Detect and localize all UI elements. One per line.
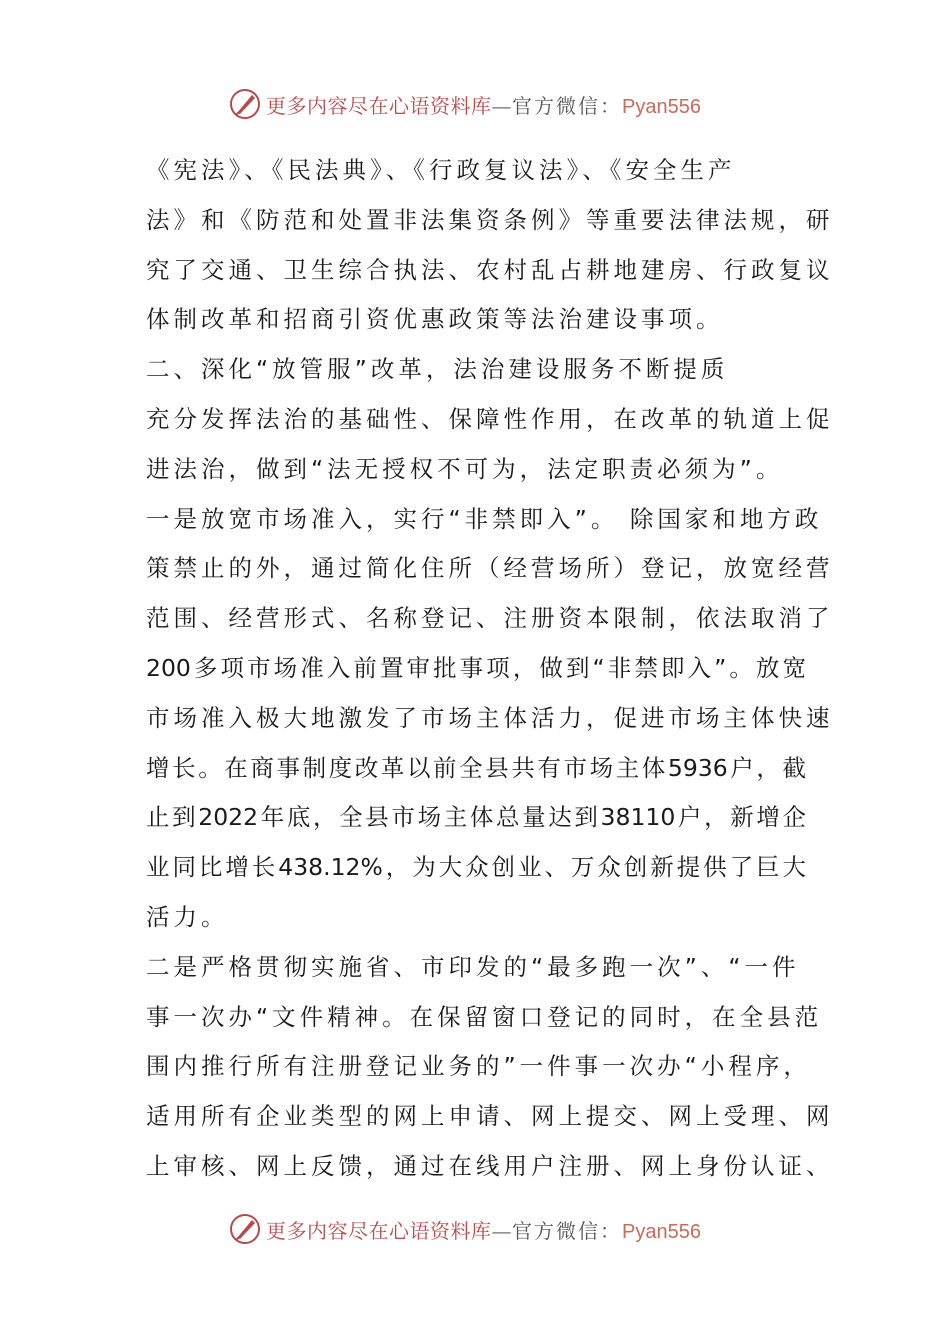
header-banner xyxy=(228,84,728,124)
quill-logo-icon xyxy=(228,87,262,121)
footer-banner xyxy=(228,1209,728,1249)
text-line: 法》和《防范和处置非法集资条例》等重要法律法规，研 xyxy=(146,205,834,234)
text-line: 策禁止的外，通过简化住所（经营场所）登记，放宽经营 xyxy=(146,554,834,583)
text-line: 一是放宽市场准入，实行“非禁即入”。 除国家和地方政 xyxy=(146,504,823,533)
text-line: 增长。在商事制度改革以前全县共有市场主体5936户，截 xyxy=(146,753,806,782)
text-line: 《宪法》、《民法典》、《行政复议法》、《安全生产 xyxy=(146,156,736,184)
text-line: 究了交通、卫生综合执法、农村乱占耕地建房、行政复议 xyxy=(146,255,834,284)
text-line: 业同比增长438.12%，为大众创业、万众创新提供了巨大 xyxy=(146,853,806,882)
text-line: 进法治，做到“法无授权不可为，法定职责必须为”。 xyxy=(146,454,784,483)
header-wechat-id: Pyan556 xyxy=(622,95,701,118)
text-line: 事一次办“文件精神。在保留窗口登记的同时，在全县范 xyxy=(146,1002,823,1031)
text-line: 止到2022年底，全县市场主体总量达到38110户，新增企 xyxy=(146,803,806,832)
header-text xyxy=(266,90,701,119)
text-line: 体制改革和招商引资优惠政策等法治建设事项。 xyxy=(146,305,724,334)
footer-dash: — xyxy=(491,1218,512,1243)
quill-logo-icon xyxy=(228,1212,262,1246)
text-line: 范围、经营形式、名称登记、注册资本限制，依法取消了 xyxy=(146,604,834,633)
header-wechat-label: 官方微信： xyxy=(512,93,622,118)
text-line: 二是严格贯彻实施省、市印发的“最多跑一次”、“一件 xyxy=(146,952,800,981)
section-heading: 二、深化“放管服”改革，法治建设服务不断提质 xyxy=(146,355,729,384)
footer-wechat-label: 官方微信： xyxy=(512,1218,622,1243)
text-line: 市场准入极大地激发了市场主体活力，促进市场主体快速 xyxy=(146,703,834,732)
footer-site: 更多内容尽在心语资料库 xyxy=(266,1218,492,1243)
text-line: 充分发挥法治的基础性、保障性作用，在改革的轨道上促 xyxy=(146,404,834,433)
text-line: 围内推行所有注册登记业务的”一件事一次办“小程序， xyxy=(146,1052,811,1081)
text-line: 活力。 xyxy=(146,902,229,931)
header-dash: — xyxy=(491,93,512,118)
header-site: 更多内容尽在心语资料库 xyxy=(266,93,492,118)
text-line: 200多项市场准入前置审批事项，做到“非禁即入”。放宽 xyxy=(146,653,806,682)
footer-wechat-id: Pyan556 xyxy=(622,1220,701,1243)
text-line: 上审核、网上反馈，通过在线用户注册、网上身份认证、 xyxy=(146,1151,834,1180)
footer-text xyxy=(266,1215,701,1244)
body-text xyxy=(146,146,834,1192)
text-line: 适用所有企业类型的网上申请、网上提交、网上受理、网 xyxy=(146,1102,834,1131)
